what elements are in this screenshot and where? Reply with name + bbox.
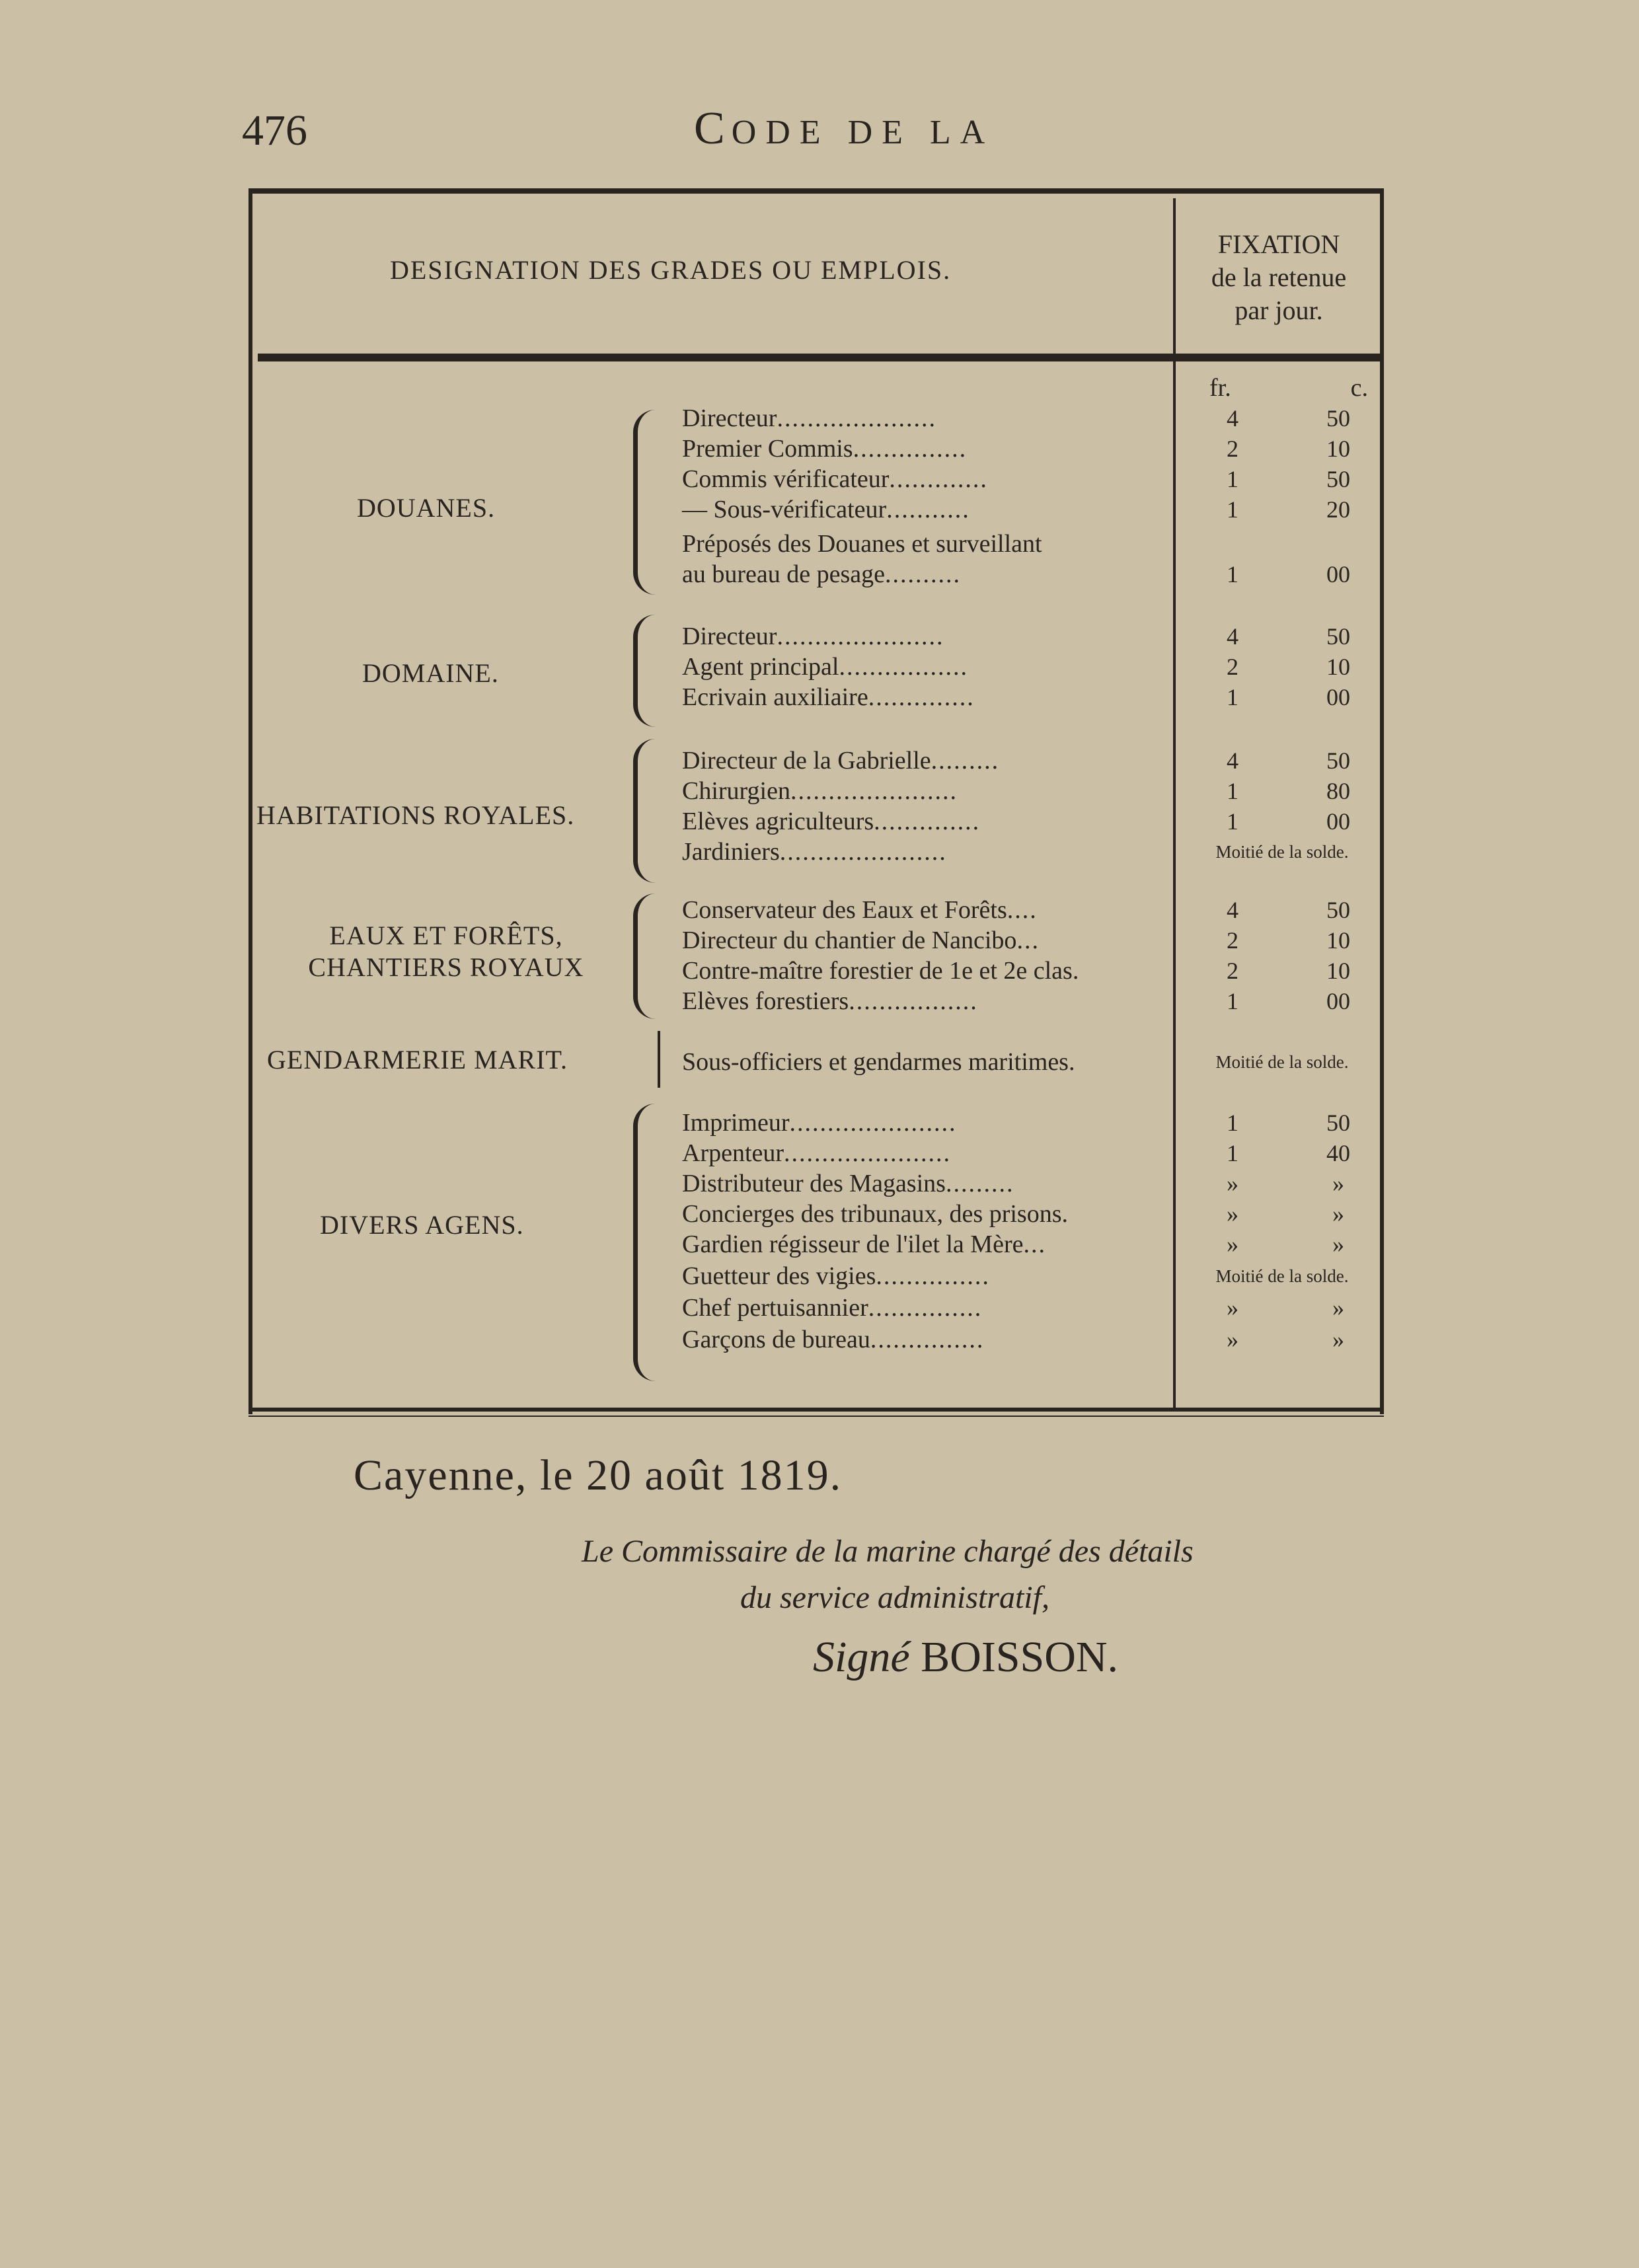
employment-row [682,1293,1164,1323]
amount-centimes: 10 [1326,435,1350,462]
amount-centimes: 20 [1326,496,1350,523]
amount-centimes: 80 [1326,778,1350,804]
amount-centimes: » [1332,1295,1344,1321]
employment-row [682,1199,1164,1229]
bottom-rule [248,1408,1384,1412]
group-label-habitations [256,800,574,831]
amount-francs: 2 [1227,927,1239,954]
signer-name: BOISSON. [921,1633,1119,1681]
units-row [1209,373,1368,402]
leader-dots: .............. [868,683,975,711]
brace-icon [633,893,656,1019]
header-fixation-line: par jour. [1235,295,1323,325]
employment-title: Ecrivain auxiliaire [682,683,868,711]
brace-icon [633,615,656,727]
header-rule [258,354,1381,361]
group-label-domaine [362,658,499,689]
group-label-line: EAUX ET FORÊTS, [329,921,563,950]
retention-note: Moitié de la solde. [1215,1052,1349,1072]
amount-francs: » [1227,1231,1239,1258]
leader-dots: ...................... [779,838,947,866]
employment-row [682,956,1164,986]
employment-row [682,529,1164,559]
retention-amount [1209,1199,1368,1229]
employment-row [682,559,1164,589]
leader-dots: ............... [868,1294,983,1322]
employment-title: Elèves forestiers [682,987,849,1015]
employment-row [682,1138,1164,1168]
employment-title: Commis vérificateur [682,465,890,493]
amount-francs: 2 [1227,654,1239,680]
retention-amount [1209,1324,1368,1355]
group-label-line: DOMAINE. [362,658,499,688]
employment-row [682,837,1164,867]
retention-amount [1209,925,1368,956]
amount-centimes: 00 [1326,988,1350,1014]
leader-dots: ... [1023,1230,1046,1258]
amount-francs: » [1227,1295,1239,1321]
retention-amount [1209,559,1368,589]
employment-title: Directeur [682,404,777,432]
amount-francs: 4 [1227,747,1239,774]
employment-row [682,1168,1164,1199]
employment-row [682,895,1164,925]
leader-dots: .............. [874,808,981,835]
retention-amount [1209,1138,1368,1168]
retention-amount [1209,1293,1368,1323]
employment-title: Directeur du chantier de Nancibo [682,926,1017,954]
employment-row [682,1324,1164,1355]
amount-francs: 4 [1227,405,1239,432]
unit-centimes: c. [1350,374,1368,402]
gendarmerie-bar [658,1031,660,1088]
leader-dots: ... [1016,926,1040,954]
employment-row [682,1108,1164,1138]
page-number: 476 [242,106,307,155]
group-label-divers-agens [320,1209,524,1241]
employment-row [682,464,1164,494]
leader-dots: ......... [945,1170,1014,1197]
signature-block [813,1632,1118,1682]
place-date: Cayenne, le 20 août 1819. [354,1451,843,1499]
amount-centimes: 50 [1326,747,1350,774]
unit-francs: fr. [1209,374,1231,402]
retention-amount [1209,464,1368,494]
retention-amount [1209,956,1368,986]
amount-francs: 1 [1227,988,1239,1014]
signoff-line-2: du service administratif, [740,1580,1049,1615]
amount-centimes: » [1332,1201,1344,1227]
amount-francs: 1 [1227,808,1239,835]
leader-dots: ............... [876,1262,990,1290]
retention-amount [1209,1168,1368,1199]
employment-row [682,682,1164,712]
signoff-line-1: Le Commissaire de la marine chargé des détails [582,1534,1194,1569]
employment-title: Imprimeur [682,1109,790,1137]
employment-row [682,652,1164,682]
employment-row [682,1261,1164,1291]
employment-title: Conservateur des Eaux et Forêts [682,896,1007,924]
retention-amount [1209,403,1368,434]
employment-row [682,434,1164,464]
employment-title: Gardien régisseur de l'ilet la Mère [682,1230,1024,1258]
retention-amount [1209,895,1368,925]
amount-centimes: 50 [1326,623,1350,650]
amount-centimes: 00 [1326,684,1350,710]
amount-centimes: » [1332,1170,1344,1197]
employment-title: au bureau de pesage [682,560,886,588]
leader-dots: ...................... [790,777,958,805]
group-label-line: GENDARMERIE MARIT. [267,1045,568,1075]
amount-francs: 4 [1227,897,1239,923]
employment-row [682,403,1164,434]
retention-amount [1209,682,1368,712]
employment-title: Préposés des Douanes et surveillant [682,530,1042,558]
amount-centimes: 40 [1326,1140,1350,1166]
employment-title: Sous-officiers et gendarmes maritimes. [682,1048,1075,1076]
amount-francs: » [1227,1201,1239,1227]
employment-row [682,1047,1164,1077]
brace-icon [633,1104,656,1381]
employment-title: Guetteur des vigies [682,1262,876,1290]
employment-title: Agent principal [682,653,839,681]
amount-centimes: 00 [1326,561,1350,587]
header-fixation-line: FIXATION [1217,229,1340,259]
employment-title: Chirurgien [682,777,790,805]
employment-title: Garçons de bureau [682,1326,870,1353]
retention-amount [1209,1108,1368,1138]
group-label-eaux-forets [268,920,625,983]
amount-centimes: 50 [1326,466,1350,492]
employment-row [682,745,1164,776]
employment-row [682,621,1164,652]
employment-title: Premier Commis [682,435,853,463]
employment-row [682,494,1164,525]
leader-dots: .... [1007,896,1038,924]
leader-dots: ................. [849,987,978,1015]
amount-francs: 1 [1227,466,1239,492]
retention-amount [1209,806,1368,837]
group-label-line: HABITATIONS ROYALES. [256,800,575,830]
amount-centimes: 10 [1326,958,1350,984]
employment-title: Concierges des tribunaux, des prisons. [682,1200,1068,1228]
brace-icon [633,410,656,595]
header-fixation [1176,228,1381,327]
employment-row [682,806,1164,837]
brace-icon [633,739,656,883]
retention-note: Moitié de la solde. [1215,842,1349,862]
signed-word: Signé [813,1633,910,1681]
retention-amount [1209,745,1368,776]
amount-centimes: 10 [1326,654,1350,680]
employment-row [682,776,1164,806]
retention-note: Moitié de la solde. [1215,1266,1349,1286]
amount-francs: 2 [1227,958,1239,984]
leader-dots: ........... [886,496,970,523]
amount-centimes: 50 [1326,405,1350,432]
amount-francs: 2 [1227,435,1239,462]
leader-dots: ............... [853,435,968,463]
amount-francs: 1 [1227,1110,1239,1136]
leader-dots: ......... [931,747,1000,775]
retention-amount [1209,434,1368,464]
amount-centimes: 00 [1326,808,1350,835]
leader-dots: ..................... [777,404,936,432]
leader-dots: ................. [839,653,968,681]
group-label-line: DIVERS AGENS. [320,1210,524,1240]
retention-amount [1209,494,1368,525]
employment-title: Arpenteur [682,1139,784,1167]
employment-title: Directeur de la Gabrielle [682,747,931,775]
retention-amount [1209,986,1368,1016]
leader-dots: .......... [885,560,962,588]
header-fixation-line: de la retenue [1211,262,1347,292]
top-rule [248,188,1384,194]
group-label-gendarmerie [267,1044,568,1076]
employment-title: Directeur [682,623,777,650]
amount-centimes: 10 [1326,927,1350,954]
retention-amount [1209,652,1368,682]
employment-row [682,925,1164,956]
employment-title: Chef pertuisannier [682,1294,868,1322]
leader-dots: ............... [870,1326,985,1353]
employment-title: Distributeur des Magasins [682,1170,946,1197]
leader-dots: ...................... [777,623,944,650]
amount-francs: 1 [1227,496,1239,523]
retention-amount [1209,1229,1368,1260]
amount-centimes: 50 [1326,1110,1350,1136]
employment-row [682,986,1164,1016]
employment-title: Contre-maître forestier de 1e et 2e clas. [682,957,1079,985]
leader-dots: ...................... [784,1139,952,1167]
amount-francs: » [1227,1170,1239,1197]
leader-dots: ...................... [789,1109,957,1137]
amount-centimes: 50 [1326,897,1350,923]
amount-centimes: » [1332,1231,1344,1258]
running-head [694,102,994,155]
amount-francs: » [1227,1326,1239,1353]
retention-amount [1209,621,1368,652]
amount-francs: 1 [1227,1140,1239,1166]
amount-francs: 1 [1227,778,1239,804]
employment-title: — Sous-vérificateur [682,496,887,523]
amount-francs: 1 [1227,561,1239,587]
retention-amount [1209,776,1368,806]
header-designation: DESIGNATION DES GRADES OU EMPLOIS. [390,255,952,285]
running-head-initial: C [694,103,732,154]
employment-row [682,1229,1164,1260]
group-label-douanes [357,492,495,524]
amount-centimes: » [1332,1326,1344,1353]
group-label-line: DOUANES. [357,493,496,523]
group-label-line: CHANTIERS ROYAUX [308,952,584,982]
amount-francs: 1 [1227,684,1239,710]
employment-title: Jardiniers [682,838,780,866]
column-divider [1173,198,1176,1408]
leader-dots: ............. [889,465,988,493]
running-head-rest: ODE DE LA [731,114,995,151]
employment-title: Elèves agriculteurs [682,808,874,835]
amount-francs: 4 [1227,623,1239,650]
bottom-rule-thin [248,1416,1384,1417]
